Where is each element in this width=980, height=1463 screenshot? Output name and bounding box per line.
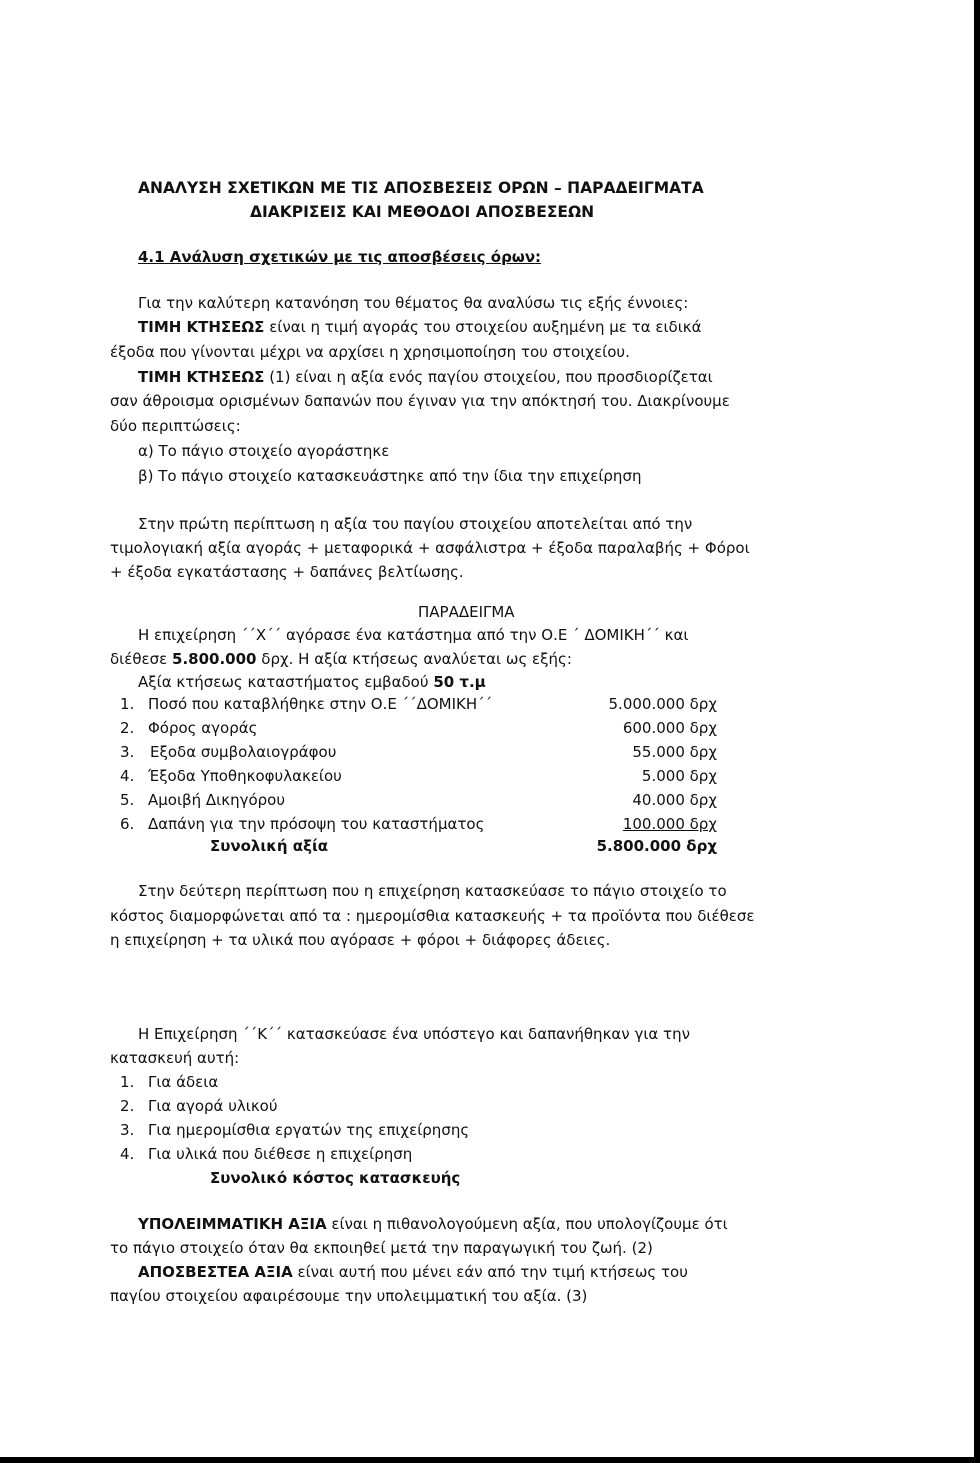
list-item-number: 3. (120, 1121, 135, 1139)
definition-residual-value-line2: το πάγιο στοιχείο όταν θα εκποιηθεί μετά την παραγωγική του ζωή. (2) (110, 1239, 653, 1257)
total-amount: 5.800.000 δρχ (596, 837, 717, 855)
definition-cost-price: ΤΙΜΗ ΚΤΗΣΕΩΣ είναι η τιμή αγοράς του στοιχείου αυξημένη με τα ειδικά (138, 318, 702, 336)
second-case-line-3: η επιχείρηση + τα υλικά που αγόρασε + φόροι + διάφορες άδειες. (110, 931, 611, 949)
list-item-label: Για υλικά που διέθεσε η επιχείρηση (148, 1145, 413, 1163)
case-a: α) Το πάγιο στοιχείο αγοράστηκε (138, 442, 390, 460)
example-line-2: διέθεσε 5.800.000 δρχ. Η αξία κτήσεως αναλύεται ως εξής: (110, 650, 572, 668)
list-item-number: 6. (120, 815, 135, 833)
term-depreciable-value: ΑΠΟΣΒΕΣΤΕΑ ΑΞΙΑ (138, 1263, 293, 1281)
example2-line-2: κατασκευή αυτή: (110, 1049, 240, 1067)
list-item-amount: 5.000 δρχ (641, 767, 717, 785)
definition-residual-value: ΥΠΟΛΕΙΜΜΑΤΙΚΗ ΑΞΙΑ είναι η πιθανολογούμενη αξία, που υπολογίζουμε ότι (138, 1215, 728, 1233)
definition-depreciable-value: ΑΠΟΣΒΕΣΤΕΑ ΑΞΙΑ είναι αυτή που μένει εάν από την τιμή κτήσεως του (138, 1263, 688, 1281)
list-item-number: 1. (120, 1073, 135, 1091)
list-item-amount: 40.000 δρχ (632, 791, 717, 809)
list-item-label: Δαπάνη για την πρόσοψη του καταστήματος (148, 815, 485, 833)
definition-cost-price-2-line2: σαν άθροισμα ορισμένων δαπανών που έγιναν για την απόκτησή του. Διακρίνουμε (110, 392, 730, 410)
list-item-number: 4. (120, 767, 135, 785)
second-case-line-1: Στην δεύτερη περίπτωση που η επιχείρηση κατασκεύασε το πάγιο στοιχείο το (138, 882, 727, 900)
example-line-3: Αξία κτήσεως καταστήματος εμβαδού 50 τ.μ (138, 673, 486, 691)
total-amount-inline: 5.800.000 (172, 650, 257, 668)
title-line-1: ΑΝΑΛΥΣΗ ΣΧΕΤΙΚΩΝ ΜΕ ΤΙΣ ΑΠΟΣΒΕΣΕΙΣ ΟΡΩΝ – ΠΑΡΑΔΕΙΓΜΑΤΑ (138, 179, 704, 197)
list-item-label: Για άδεια (148, 1073, 219, 1091)
section-heading: 4.1 Ανάλυση σχετικών με τις αποσβέσεις όρων: (138, 248, 542, 266)
first-case-line-1: Στην πρώτη περίπτωση η αξία του παγίου στοιχείου αποτελείται από την (138, 515, 693, 533)
list-item-amount: 100.000 δρχ (622, 815, 717, 833)
definition-depreciable-value-line2: παγίου στοιχείου αφαιρέσουμε την υπολειμματική του αξία. (3) (110, 1287, 588, 1305)
definition-cost-price-line2: έξοδα που γίνονται μέχρι να αρχίσει η χρησιμοποίηση του στοιχείου. (110, 343, 630, 361)
example-heading: ΠΑΡΑΔΕΙΓΜΑ (418, 603, 515, 621)
example2-line-1: Η Επιχείρηση ΄΄Κ΄΄ κατασκεύασε ένα υπόστεγο και δαπανήθηκαν για την (138, 1025, 690, 1043)
total-label: Συνολική αξία (210, 837, 329, 855)
case-b: β) Το πάγιο στοιχείο κατασκευάστηκε από την ίδια την επιχείρηση (138, 467, 642, 485)
first-case-line-3: + έξοδα εγκατάστασης + δαπάνες βελτίωσης. (110, 563, 464, 581)
term-residual-value: ΥΠΟΛΕΙΜΜΑΤΙΚΗ ΑΞΙΑ (138, 1215, 327, 1233)
area-value: 50 τ.μ (433, 673, 486, 691)
title-line-2: ΔΙΑΚΡΙΣΕΙΣ ΚΑΙ ΜΕΘΟΔΟΙ ΑΠΟΣΒΕΣΕΩΝ (250, 203, 595, 221)
list-item-number: 3. (120, 743, 135, 761)
list-item-number: 4. (120, 1145, 135, 1163)
example-line-1: Η επιχείρηση ΄΄Χ΄΄ αγόρασε ένα κατάστημα από την Ο.Ε ΄ ΔΟΜΙΚΗ΄΄ και (138, 626, 689, 644)
list-item-label: Έξοδα Υποθηκοφυλακείου (148, 767, 342, 785)
list-item-number: 2. (120, 719, 135, 737)
list-item-number: 2. (120, 1097, 135, 1115)
list-item-label: Εξοδα συμβολαιογράφου (150, 743, 337, 761)
list-item-amount: 55.000 δρχ (632, 743, 717, 761)
term-cost-price: ΤΙΜΗ ΚΤΗΣΕΩΣ (138, 318, 265, 336)
intro-text: Για την καλύτερη κατανόηση του θέματος θα αναλύσω τις εξής έννοιες: (138, 294, 689, 312)
list-item-label: Για αγορά υλικού (148, 1097, 278, 1115)
list-item-label: Για ημερομίσθια εργατών της επιχείρησης (148, 1121, 470, 1139)
total2-label: Συνολικό κόστος κατασκευής (210, 1169, 461, 1187)
list-item-amount: 5.000.000 δρχ (608, 695, 717, 713)
definition-cost-price-2-line3: δύο περιπτώσεις: (110, 417, 241, 435)
list-item-label: Φόρος αγοράς (148, 719, 258, 737)
list-item-label: Ποσό που καταβλήθηκε στην Ο.Ε ΄΄ΔΟΜΙΚΗ΄΄ (148, 695, 493, 713)
definition-cost-price-2: ΤΙΜΗ ΚΤΗΣΕΩΣ (1) είναι η αξία ενός παγίου στοιχείου, που προσδιορίζεται (138, 368, 713, 386)
list-item-label: Αμοιβή Δικηγόρου (148, 791, 286, 809)
term-cost-price-2: ΤΙΜΗ ΚΤΗΣΕΩΣ (138, 368, 265, 386)
list-item-number: 1. (120, 695, 135, 713)
list-item-amount: 600.000 δρχ (622, 719, 717, 737)
list-item-number: 5. (120, 791, 135, 809)
second-case-line-2: κόστος διαμορφώνεται από τα : ημερομίσθια κατασκευής + τα προϊόντα που διέθεσε (110, 907, 755, 925)
first-case-line-2: τιμολογιακή αξία αγοράς + μεταφορικά + ασφάλιστρα + έξοδα παραλαβής + Φόροι (110, 539, 750, 557)
